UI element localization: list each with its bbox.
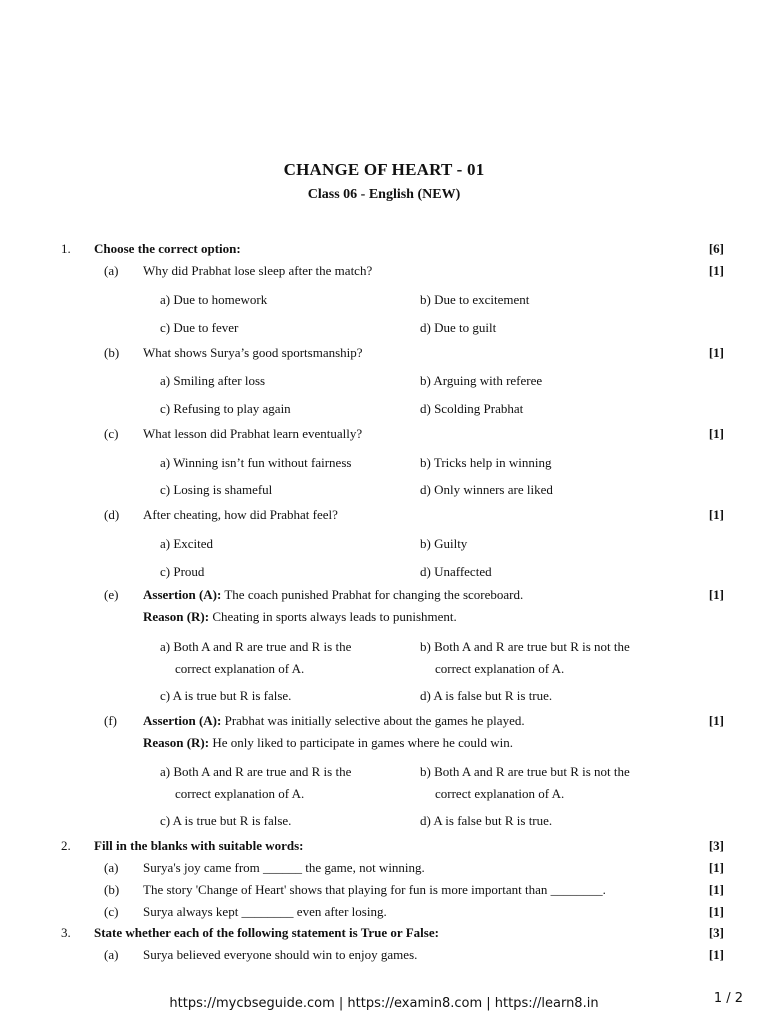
option: c) A is true but R is false. [160,688,292,703]
subquestion-label: (e) [104,587,119,602]
option: c) Due to fever [160,320,239,335]
assertion-line [143,713,525,729]
subquestion-label: (c) [104,426,119,441]
option-continued: correct explanation of A. [175,661,305,676]
assertion-text: The coach punished Prabhat for changing the scoreboard. [224,587,524,602]
subquestion-label: (a) [104,263,119,278]
question-marks: [1] [708,426,724,441]
question-marks: [1] [708,587,724,602]
option: c) A is true but R is false. [160,813,292,828]
reason-text: He only liked to participate in games where he could win. [212,735,514,750]
option: a) Excited [160,536,214,551]
option: a) Due to homework [160,292,268,307]
question-marks: [1] [708,507,724,522]
option: d) Unaffected [420,564,492,579]
question-text: Surya always kept ________ even after losing. [143,904,387,919]
option: b) Both A and R are true but R is not the [420,639,630,654]
assertion-line [143,587,523,603]
option: b) Guilty [420,536,468,551]
option-continued: correct explanation of A. [435,661,565,676]
question-marks: [1] [708,882,724,897]
subquestion-label: (b) [104,345,120,360]
question-marks: [1] [708,860,724,875]
subquestion-label: (d) [104,507,120,522]
option: c) Refusing to play again [160,401,291,416]
question-text: What shows Surya’s good sportsmanship? [143,345,363,360]
subquestion-label: (a) [104,947,119,962]
option: d) Due to guilt [420,320,497,335]
question-marks: [1] [708,904,724,919]
question-marks: [1] [708,345,724,360]
option: d) A is false but R is true. [420,688,553,703]
question-marks: [1] [708,947,724,962]
option: b) Due to excitement [420,292,530,307]
section-heading: State whether each of the following statement is True or False: [94,925,439,940]
section-heading: Fill in the blanks with suitable words: [94,838,304,853]
reason-line [143,735,513,751]
option: d) A is false but R is true. [420,813,553,828]
page-number: 1 / 2 [713,991,743,1006]
assertion-text: Prabhat was initially selective about the games he played. [224,713,525,728]
question-text: After cheating, how did Prabhat feel? [143,507,338,522]
option: a) Smiling after loss [160,373,266,388]
option-continued: correct explanation of A. [435,786,565,801]
subquestion-label: (c) [104,904,119,919]
option: b) Arguing with referee [420,373,543,388]
reason-line [143,609,457,625]
subquestion-label: (f) [104,713,117,728]
option: a) Both A and R are true and R is the [160,764,352,779]
question-text: What lesson did Prabhat learn eventually? [143,426,363,441]
option: b) Both A and R are true but R is not the [420,764,630,779]
option-continued: correct explanation of A. [175,786,305,801]
option: b) Tricks help in winning [420,455,552,470]
question-number: 3. [61,925,71,940]
question-number: 2. [61,838,71,853]
reason-text: Cheating in sports always leads to punishment. [212,609,457,624]
question-text: Why did Prabhat lose sleep after the match? [143,263,373,278]
section-marks: [3] [708,925,724,940]
option: c) Losing is shameful [160,482,273,497]
option: d) Only winners are liked [420,482,553,497]
assertion-label: Assertion (A): [143,713,222,728]
question-text: Surya's joy came from ______ the game, not winning. [143,860,425,875]
option: d) Scolding Prabhat [420,401,524,416]
reason-label: Reason (R): [143,735,210,750]
option: a) Both A and R are true and R is the [160,639,352,654]
assertion-label: Assertion (A): [143,587,222,602]
section-marks: [6] [708,241,724,256]
question-text: Surya believed everyone should win to enjoy games. [143,947,418,962]
question-number: 1. [61,241,71,256]
section-heading: Choose the correct option: [94,241,241,256]
subquestion-label: (a) [104,860,119,875]
option: c) Proud [160,564,205,579]
section-marks: [3] [708,838,724,853]
question-marks: [1] [708,263,724,278]
question-marks: [1] [708,713,724,728]
page-subtitle: Class 06 - English (NEW) [307,187,461,202]
subquestion-label: (b) [104,882,120,897]
question-text: The story 'Change of Heart' shows that playing for fun is more important than ________. [143,882,606,897]
footer-links: https://mycbseguide.com | https://examin8.com | https://learn8.in [169,996,599,1011]
page-title: CHANGE OF HEART - 01 [283,160,485,179]
reason-label: Reason (R): [143,609,210,624]
option: a) Winning isn’t fun without fairness [160,455,352,470]
